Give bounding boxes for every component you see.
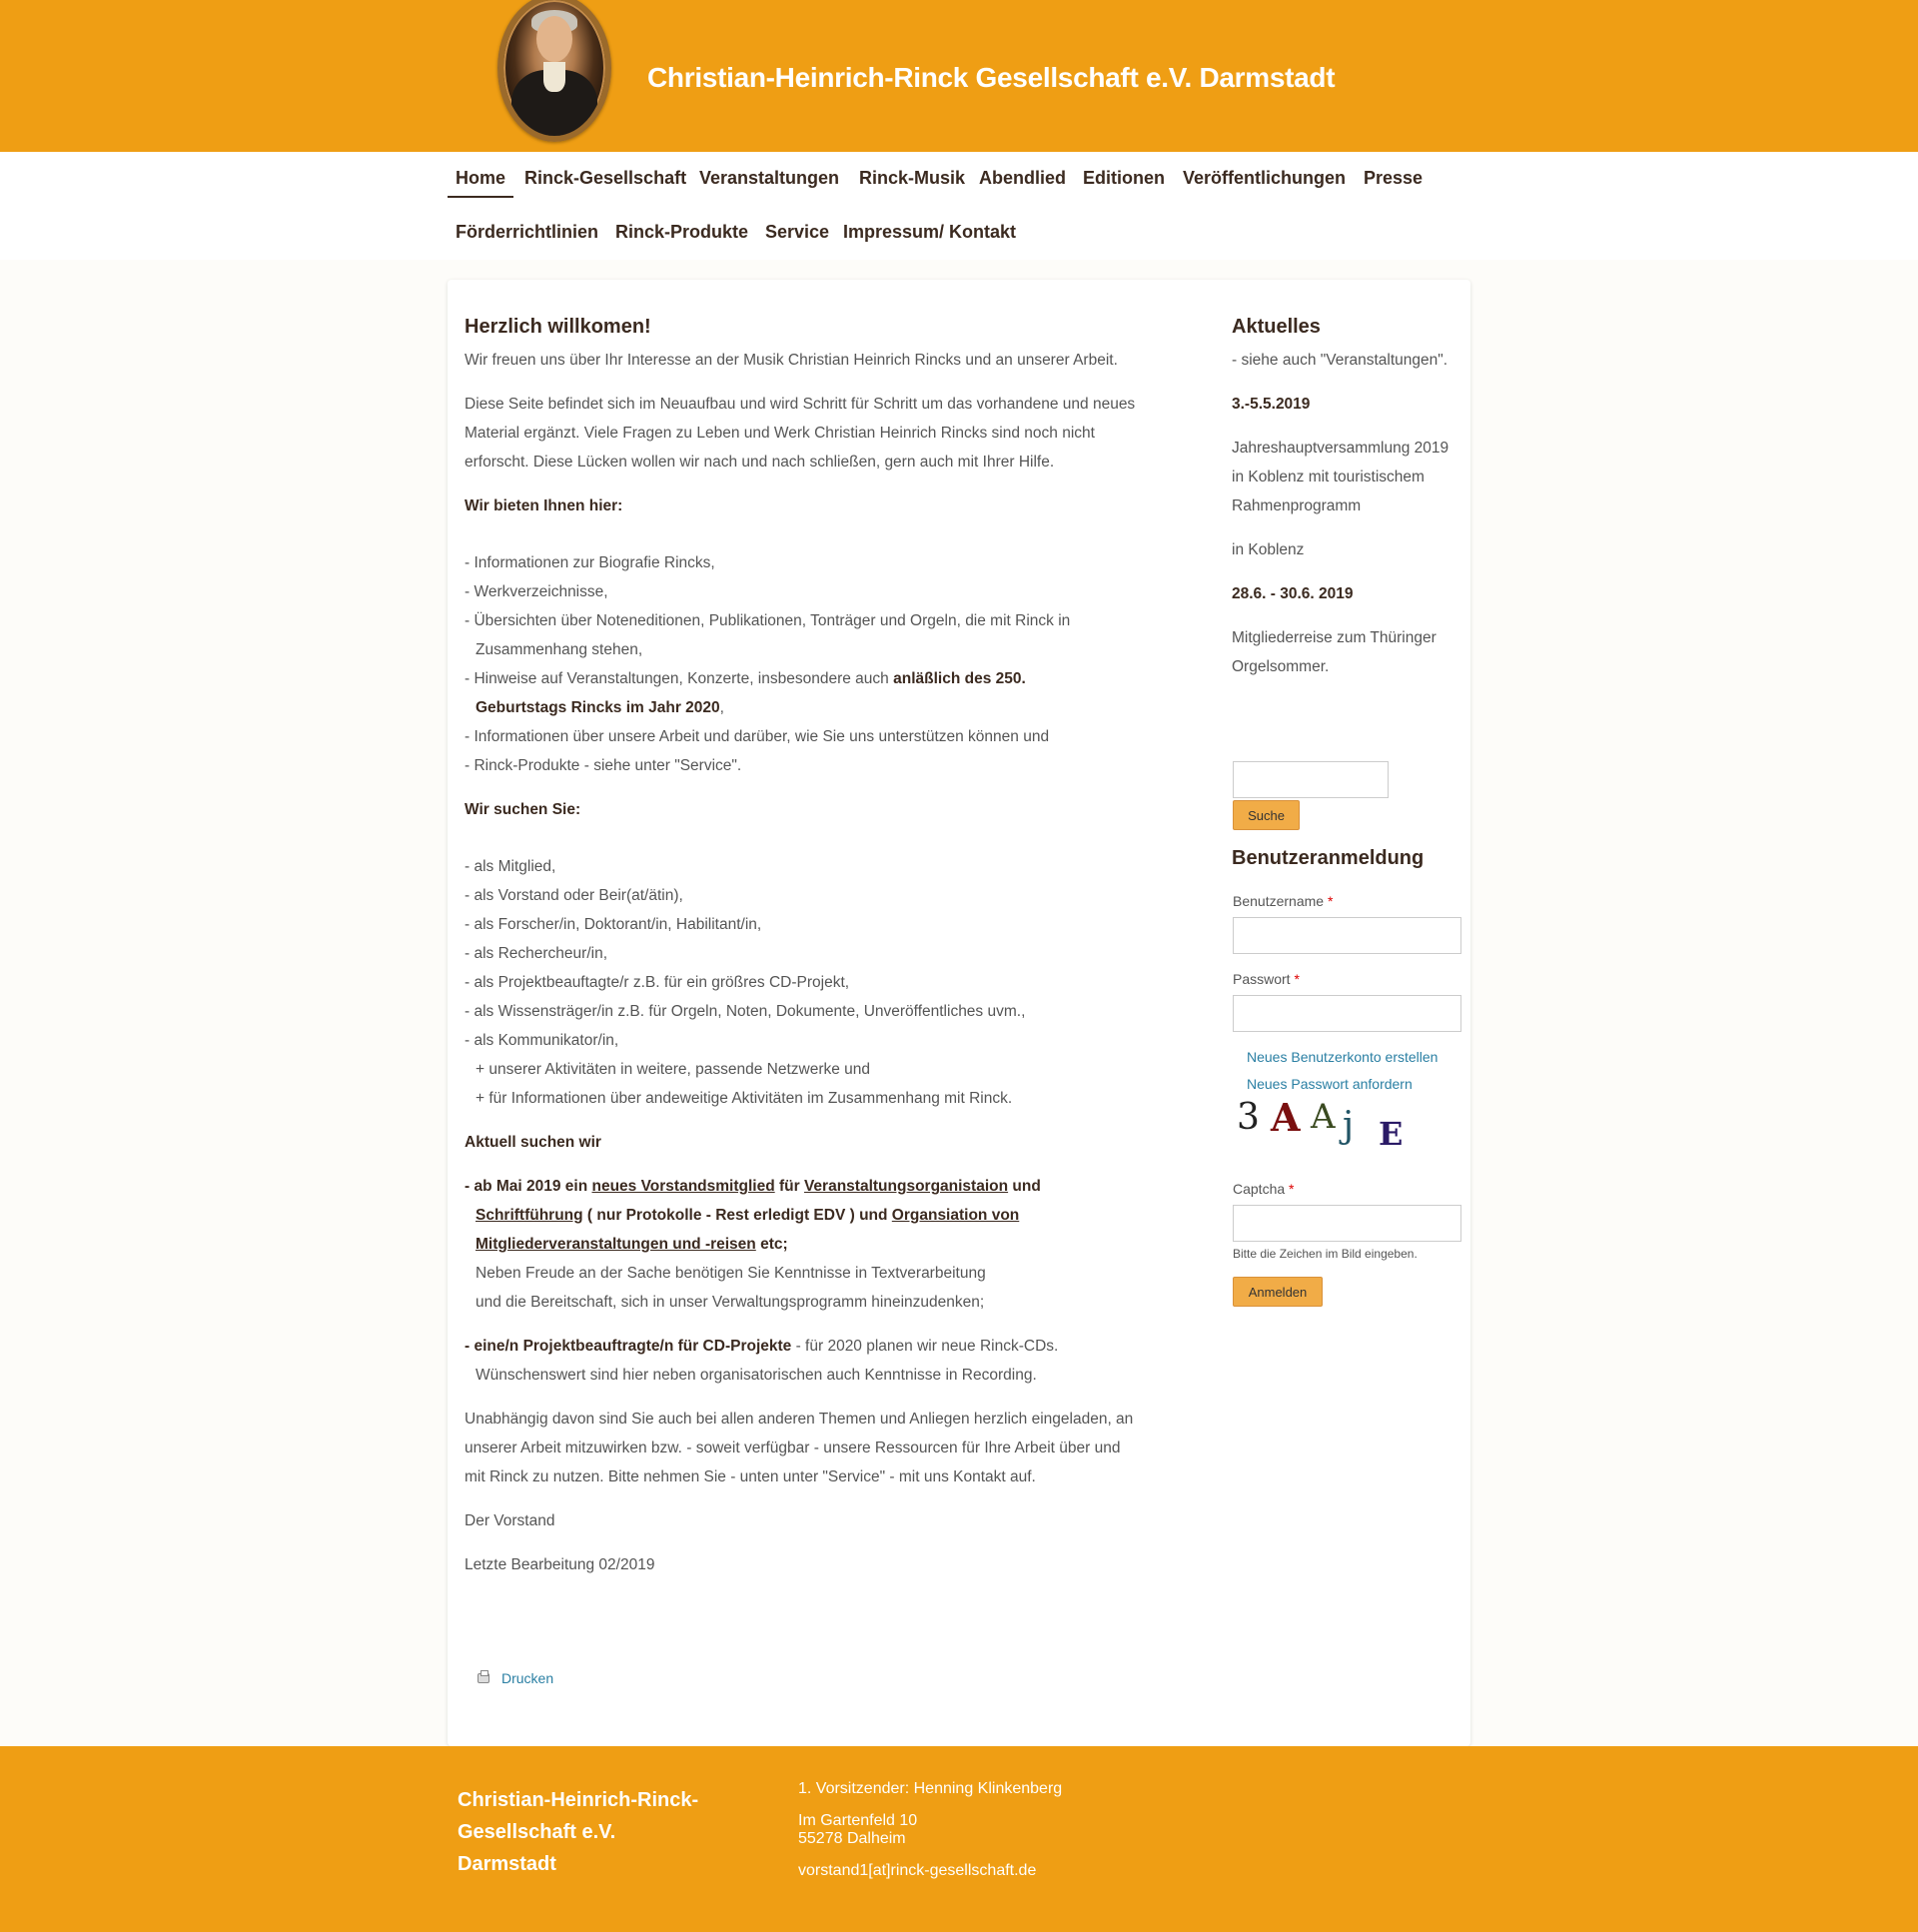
list-item: - als Kommunikator/in, xyxy=(465,1032,619,1049)
site-footer xyxy=(0,1746,1918,1932)
last-edit: Letzte Bearbeitung 02/2019 xyxy=(465,1556,655,1573)
footer-city: 55278 Dalheim xyxy=(798,1830,906,1847)
current-offer-1: - ab Mai 2019 ein neues Vorstandsmitglied für Veranstaltungsorganistaion und Schriftführung ( nur Protokolle - Rest erledigt EDV ) und Organsiation von Mitgliederveranstaltungen und -reisen etc; Neben Freude an der Sache benötigen Sie Kenntnisse in Textverarbeitung und die Bereitschaft, sich in unser Verwaltungsprogramm hineinzudenken; xyxy=(465,1178,1041,1311)
list-item: - Hinweise auf Veranstaltungen, Konzerte, insbesondere auch anläßlich des 250. xyxy=(465,670,1026,687)
seek-heading: Wir suchen Sie: xyxy=(465,801,581,818)
current-heading: Aktuell suchen wir xyxy=(465,1134,601,1151)
list-item: - als Vorstand oder Beir(at/ätin), xyxy=(465,887,683,904)
intro-paragraph-2: Diese Seite befindet sich im Neuaufbau und wird Schritt für Schritt um das vorhandene und neues Material ergänzt. Viele Fragen zu Leben und Werk Christian Heinrich Rincks sind noch nicht erforscht. Diese Lücken wollen wir nach und nach schließen, gern auch mit Ihrer Hilfe. xyxy=(465,396,1136,471)
list-item: - als Projektbeauftagte/r z.B. für ein größres CD-Projekt, xyxy=(465,974,850,991)
news-note: - siehe auch "Veranstaltungen". xyxy=(1232,352,1448,369)
username-label: Benutzername * xyxy=(1233,893,1334,909)
link-mitgliederveranstaltungen[interactable]: Mitgliederveranstaltungen und -reisen xyxy=(476,1236,756,1253)
footer-street: Im Gartenfeld 10 xyxy=(798,1812,918,1829)
list-item: + für Informationen über andeweitige Aktivitäten im Zusammenhang mit Rinck. xyxy=(476,1090,1013,1107)
offer-list xyxy=(465,548,1144,780)
password-field[interactable] xyxy=(1233,995,1461,1032)
list-item: - als Rechercheur/in, xyxy=(465,945,608,962)
list-item: - Werkverzeichnisse, xyxy=(465,583,608,600)
print-label: Drucken xyxy=(501,1670,554,1686)
list-item: Zusammenhang stehen, xyxy=(476,641,643,658)
main-article xyxy=(465,314,1144,1594)
register-link[interactable]: Neues Benutzerkonto erstellen xyxy=(1247,1049,1438,1065)
list-item: - als Wissensträger/in z.B. für Orgeln, Noten, Dokumente, Unveröffentliches uvm., xyxy=(465,1003,1026,1020)
nav-item-veroeffentlichungen[interactable]: Veröffentlichungen xyxy=(1183,168,1347,188)
nav-item-impressum-kontakt[interactable]: Impressum/ Kontakt xyxy=(843,222,1017,242)
nav-item-abendlied[interactable]: Abendlied xyxy=(979,168,1067,188)
list-item: - als Mitglied, xyxy=(465,858,556,875)
event-date: 28.6. - 30.6. 2019 xyxy=(1232,585,1354,602)
link-veranstaltungsorganisation[interactable]: Veranstaltungsorganistaion xyxy=(803,1178,1009,1195)
site-title[interactable]: Christian-Heinrich-Rinck Gesellschaft e.V. Darmstadt xyxy=(647,62,1336,93)
main-nav xyxy=(0,152,1918,260)
nav-item-rinck-musik[interactable]: Rinck-Musik xyxy=(859,168,966,188)
event-date: 3.-5.5.2019 xyxy=(1232,396,1311,413)
reset-password-link[interactable]: Neues Passwort anfordern xyxy=(1247,1076,1413,1092)
captcha-hint: Bitte die Zeichen im Bild eingeben. xyxy=(1233,1247,1418,1261)
article-heading: Herzlich willkomen! xyxy=(465,316,651,338)
username-field[interactable] xyxy=(1233,917,1461,954)
signature: Der Vorstand xyxy=(465,1512,555,1529)
link-schriftfuehrung[interactable]: Schriftführung xyxy=(476,1207,583,1224)
list-item: - Übersichten über Noteneditionen, Publikationen, Tonträger und Orgeln, die mit Rinck in xyxy=(465,612,1071,629)
seek-list xyxy=(465,852,1144,1113)
printer-icon xyxy=(478,1673,489,1683)
event-place: in Koblenz xyxy=(1232,541,1305,558)
password-label: Passwort * xyxy=(1233,971,1300,987)
footer-email[interactable]: vorstand1[at]rinck-gesellschaft.de xyxy=(798,1862,1037,1879)
captcha-label: Captcha * xyxy=(1233,1181,1295,1197)
login-button[interactable]: Anmelden xyxy=(1233,1277,1323,1307)
nav-item-service[interactable]: Service xyxy=(765,222,830,242)
current-offer-2: - eine/n Projektbeauftragte/n für CD-Projekte - für 2020 planen wir neue Rinck-CDs. Wünschenswert sind hier neben organisatorischen auch Kenntnisse in Recording. xyxy=(465,1338,1059,1384)
nav-item-rinck-gesellschaft[interactable]: Rinck-Gesellschaft xyxy=(524,168,687,188)
portrait-logo[interactable] xyxy=(497,0,611,142)
search-button[interactable]: Suche xyxy=(1233,800,1300,830)
nav-item-presse[interactable]: Presse xyxy=(1364,168,1424,188)
captcha-image: 3 A A j E xyxy=(1237,1095,1404,1153)
search-input[interactable] xyxy=(1233,761,1389,798)
nav-item-foerderrichtlinien[interactable]: Förderrichtlinien xyxy=(456,222,599,242)
nav-item-rinck-produkte[interactable]: Rinck-Produkte xyxy=(615,222,749,242)
event-description: Jahreshauptversammlung 2019 in Koblenz mit touristischem Rahmenprogramm xyxy=(1232,440,1449,514)
list-item: + unserer Aktivitäten in weitere, passende Netzwerke und xyxy=(476,1061,871,1078)
outro-paragraph: Unabhängig davon sind Sie auch bei allen anderen Themen und Anliegen herzlich eingeladen, an unserer Arbeit mitzuwirken bzw. - soweit verfügbar - unsere Ressourcen für Ihre Arbeit über und mit Rinck zu nutzen. Bitte nehmen Sie - unten unter "Service" - mit uns Kontakt auf. xyxy=(465,1411,1134,1485)
captcha-field[interactable] xyxy=(1233,1205,1461,1242)
intro-paragraph: Wir freuen uns über Ihr Interesse an der Musik Christian Heinrich Rincks und an unserer Arbeit. xyxy=(465,352,1118,369)
event-description: Mitgliederreise zum Thüringer Orgelsommer. xyxy=(1232,629,1437,675)
footer-chair: 1. Vorsitzender: Henning Klinkenberg xyxy=(798,1780,1063,1797)
list-item: - Rinck-Produkte - siehe unter "Service". xyxy=(465,757,742,774)
news-heading: Aktuelles xyxy=(1232,316,1321,338)
site-header xyxy=(0,0,1918,152)
link-vorstandsmitglied[interactable]: neues Vorstandsmitglied xyxy=(591,1178,775,1195)
sidebar-news xyxy=(1232,314,1461,696)
login-heading: Benutzeranmeldung xyxy=(1232,847,1425,869)
print-link[interactable] xyxy=(478,1670,553,1686)
list-item: Geburtstags Rincks im Jahr 2020, xyxy=(476,699,724,716)
list-item: - Informationen zur Biografie Rincks, xyxy=(465,554,715,571)
nav-item-home[interactable]: Home xyxy=(456,168,506,188)
footer-brand: Christian-Heinrich-Rinck-Gesellschaft e.V. Darmstadt xyxy=(458,1789,699,1875)
nav-item-editionen[interactable]: Editionen xyxy=(1083,168,1165,188)
link-organisation[interactable]: Organsiation von xyxy=(891,1207,1020,1224)
offer-heading: Wir bieten Ihnen hier: xyxy=(465,497,623,514)
list-item: - Informationen über unsere Arbeit und darüber, wie Sie uns unterstützen können und xyxy=(465,728,1050,745)
nav-item-veranstaltungen[interactable]: Veranstaltungen xyxy=(699,168,840,188)
list-item: - als Forscher/in, Doktorant/in, Habilitant/in, xyxy=(465,916,762,933)
